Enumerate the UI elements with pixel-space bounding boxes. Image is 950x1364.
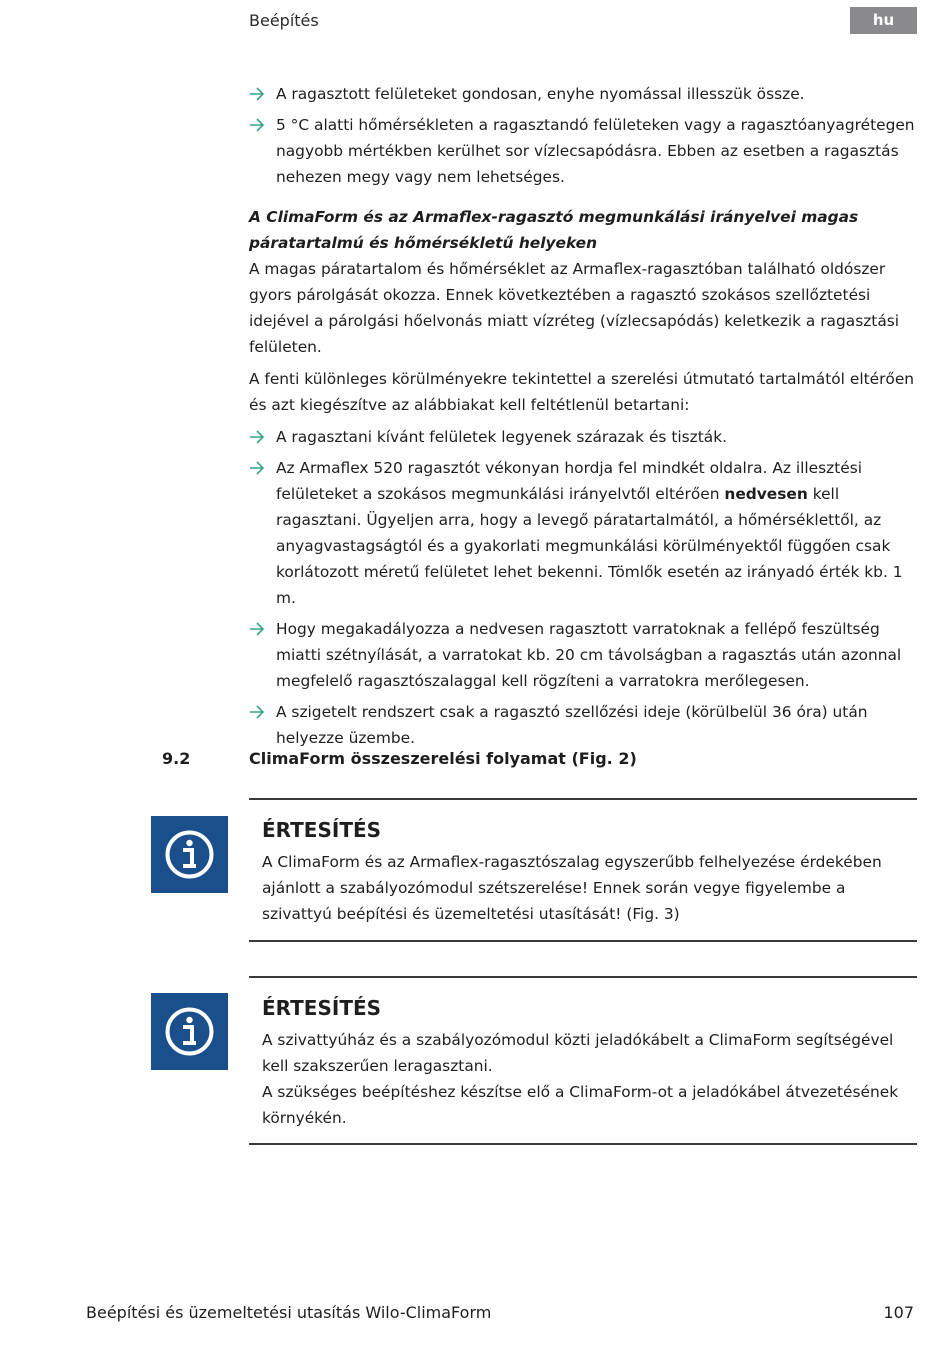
info-icon [151,993,228,1070]
arrow-right-icon [249,616,267,642]
arrow-right-icon [249,455,267,481]
list-item-text: A ragasztott felületeket gondosan, enyhe nyomással illesszük össze. [276,85,805,103]
header-title: Beépítés [249,11,319,30]
list-item [249,616,919,694]
subheading: A ClimaForm és az Armaflex-ragasztó megmunkálási irányelvei magas páratartalmú és hőmérsékletű helyeken [249,208,859,252]
list-item-text: Hogy megakadályozza a nedvesen ragasztott varratoknak a fellépő feszültség miatti szétnyílását, a varratokat kb. 20 cm távolságban a ragasztás után azonnal megfelelő ragasztószalaggal kell rögzíteni a varratokra merőlegesen. [276,620,902,690]
list-item-text: Az Armaflex 520 ragasztót vékonyan hordja fel mindkét oldalra. Az illesztési felületeket a szokásos megmunkálási irányelvtől eltérően [276,459,863,503]
notice-body: A ClimaForm és az Armaflex-ragasztószalag egyszerűbb felhelyezése érdekében ajánlott a szabályozómodul szétszerelése! Ennek során vegye figyelembe a szivattyú beépítési és üzemeltetési utasítását! (Fig. 3) [262,853,882,923]
notice-body [262,1027,912,1131]
arrow-right-icon [249,424,267,450]
list-item-text: kell ragasztani. Ügyeljen arra, hogy a levegő páratartalmától, a hőmérséklettől, az anyagvastagságtól és a gyakorlati megmunkálási körülményektől függően csak korlátozott méretű felületet lehet bekenni. Tömlők esetén az irányadó érték kb. 1 m. [276,485,903,607]
notice-body-line: A szivattyúház és a szabályozómodul közti jeladókábelt a ClimaForm segítségével kell szakszerűen leragasztani. [262,1031,894,1075]
notice-box [249,976,917,1145]
section-heading [162,745,922,773]
section-number: 9.2 [162,749,191,768]
arrow-right-icon [249,699,267,725]
list-item [249,424,919,450]
paragraph: A fenti különleges körülményekre tekintettel a szerelési útmutató tartalmától eltérően és azt kiegészítve az alábbiakat kell feltétlenül betartani: [249,370,915,414]
list-item-text: A szigetelt rendszert csak a ragasztó szellőzési ideje (körülbelül 36 óra) után helyezze üzembe. [276,703,868,747]
main-content [249,81,919,756]
list-item-text: 5 °C alatti hőmérsékleten a ragasztandó felületeken vagy a ragasztóanyagrétegen nagyobb mértékben kerülhet sor vízlecsapódásra. Ebben az esetben a ragasztás nehezen megy vagy nem lehetséges. [276,116,915,186]
list-item-text: A ragasztani kívánt felületek legyenek szárazak és tiszták. [276,428,728,446]
list-item [249,699,919,751]
arrow-right-icon [249,112,267,138]
notice-body-line: A szükséges beépítéshez készítse elő a ClimaForm-ot a jeladókábel átvezetésének környékén. [262,1083,899,1127]
arrow-right-icon [249,81,267,107]
language-badge: hu [850,7,917,34]
info-icon [151,816,228,893]
list-item [249,81,919,107]
notice-heading: ÉRTESÍTÉS [262,818,382,842]
page-number: 107 [883,1303,914,1322]
notice-box [249,798,917,942]
footer-document-title: Beépítési és üzemeltetési utasítás Wilo-ClimaForm [86,1303,492,1322]
list-item [249,455,919,611]
paragraph: A magas páratartalom és hőmérséklet az Armaflex-ragasztóban található oldószer gyors párolgását okozza. Ennek következtében a ragasztó szokásos szellőztetési idejével a párolgási hőelvonás miatt vízréteg (vízlecsapódás) keletkezik a ragasztási felületen. [249,260,900,356]
section-title: ClimaForm összeszerelési folyamat (Fig. 2) [249,749,637,768]
notice-heading: ÉRTESÍTÉS [262,996,382,1020]
emphasis-text: nedvesen [724,485,808,503]
list-item [249,112,919,190]
